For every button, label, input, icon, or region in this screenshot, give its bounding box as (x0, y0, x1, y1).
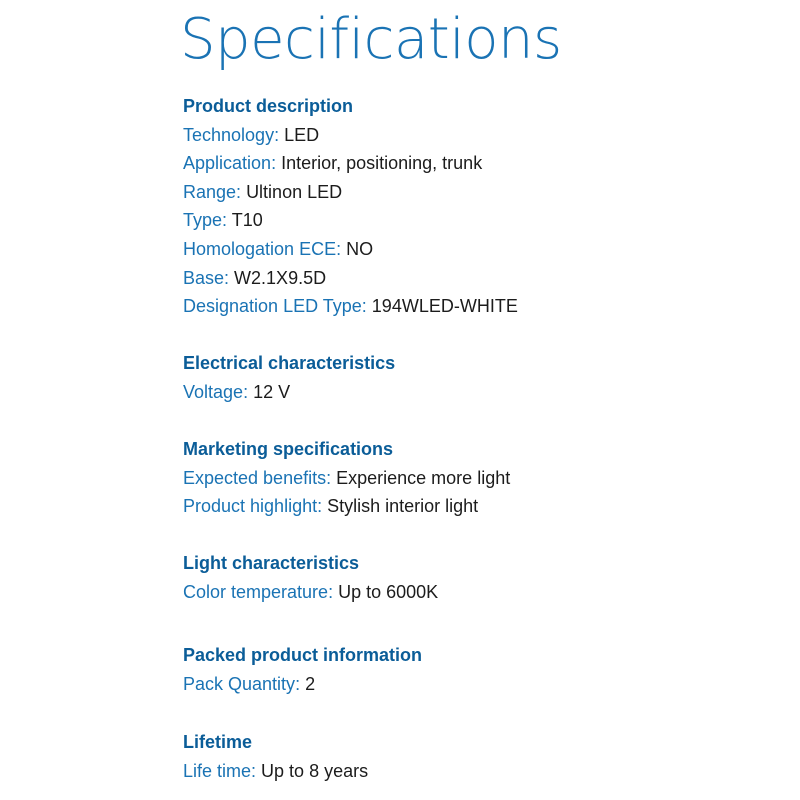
section-marketing-specifications (183, 435, 510, 521)
spec-row-technology: Technology: LED (183, 124, 320, 145)
section-heading: Light characteristics (183, 553, 360, 573)
spec-value: 12 V (253, 381, 291, 402)
section-heading: Electrical characteristics (183, 353, 396, 373)
spec-value: T10 (231, 210, 263, 231)
section-packed-product-information (183, 641, 422, 698)
spec-label: Product highlight (183, 496, 318, 517)
spec-row-color-temperature: Color temperature: Up to 6000K (183, 581, 439, 602)
section-heading: Packed product information (183, 645, 423, 665)
section-electrical-characteristics (183, 349, 395, 406)
section-light-characteristics (183, 549, 438, 606)
spec-row-range: Range: Ultinon LED (183, 181, 343, 202)
spec-row-product-highlight: Product highlight: Stylish interior light (183, 496, 479, 517)
spec-value: Ultinon LED (246, 181, 343, 202)
spec-value: Experience more light (336, 467, 511, 488)
spec-value: Up to 8 years (261, 760, 369, 781)
section-heading: Marketing specifications (183, 439, 394, 459)
spec-value: Interior, positioning, trunk (281, 153, 483, 174)
spec-label: Expected benefits (183, 467, 327, 488)
spec-label: Technology (183, 124, 275, 145)
spec-row-homologation-ece: Homologation ECE: NO (183, 238, 374, 259)
spec-row-pack-quantity: Pack Quantity: 2 (183, 673, 316, 694)
spec-value: Stylish interior light (327, 496, 479, 517)
spec-value: W2.1X9.5D (234, 267, 327, 288)
spec-label: Base (183, 267, 225, 288)
spec-row-application: Application: Interior, positioning, trunk (183, 153, 483, 174)
spec-label: Pack Quantity (183, 673, 296, 694)
section-lifetime (183, 728, 368, 785)
section-heading: Lifetime (183, 732, 253, 752)
spec-label: Type (183, 210, 223, 231)
spec-value: 194WLED-WHITE (371, 296, 518, 317)
spec-row-life-time: Life time: Up to 8 years (183, 760, 369, 781)
spec-label: Voltage (183, 381, 244, 402)
spec-label: Color temperature (183, 581, 329, 602)
spec-row-base: Base: W2.1X9.5D (183, 267, 327, 288)
spec-row-expected-benefits: Expected benefits: Experience more light (183, 467, 511, 488)
spec-label: Designation LED Type (183, 296, 362, 317)
spec-value: 2 (305, 673, 316, 694)
page-title: Specifications (180, 7, 562, 72)
spec-row-voltage: Voltage: 12 V (183, 381, 291, 402)
spec-row-designation-led-type: Designation LED Type: 194WLED-WHITE (183, 296, 518, 317)
spec-label: Range (183, 181, 237, 202)
section-heading: Product description (183, 96, 354, 116)
spec-value: LED (284, 124, 320, 145)
spec-value: Up to 6000K (338, 581, 439, 602)
spec-label: Homologation ECE (183, 238, 337, 259)
spec-row-type: Type: T10 (183, 210, 263, 231)
section-product-description (183, 92, 518, 321)
spec-value: NO (346, 238, 374, 259)
spec-label: Application (183, 153, 272, 174)
spec-label: Life time (183, 760, 252, 781)
